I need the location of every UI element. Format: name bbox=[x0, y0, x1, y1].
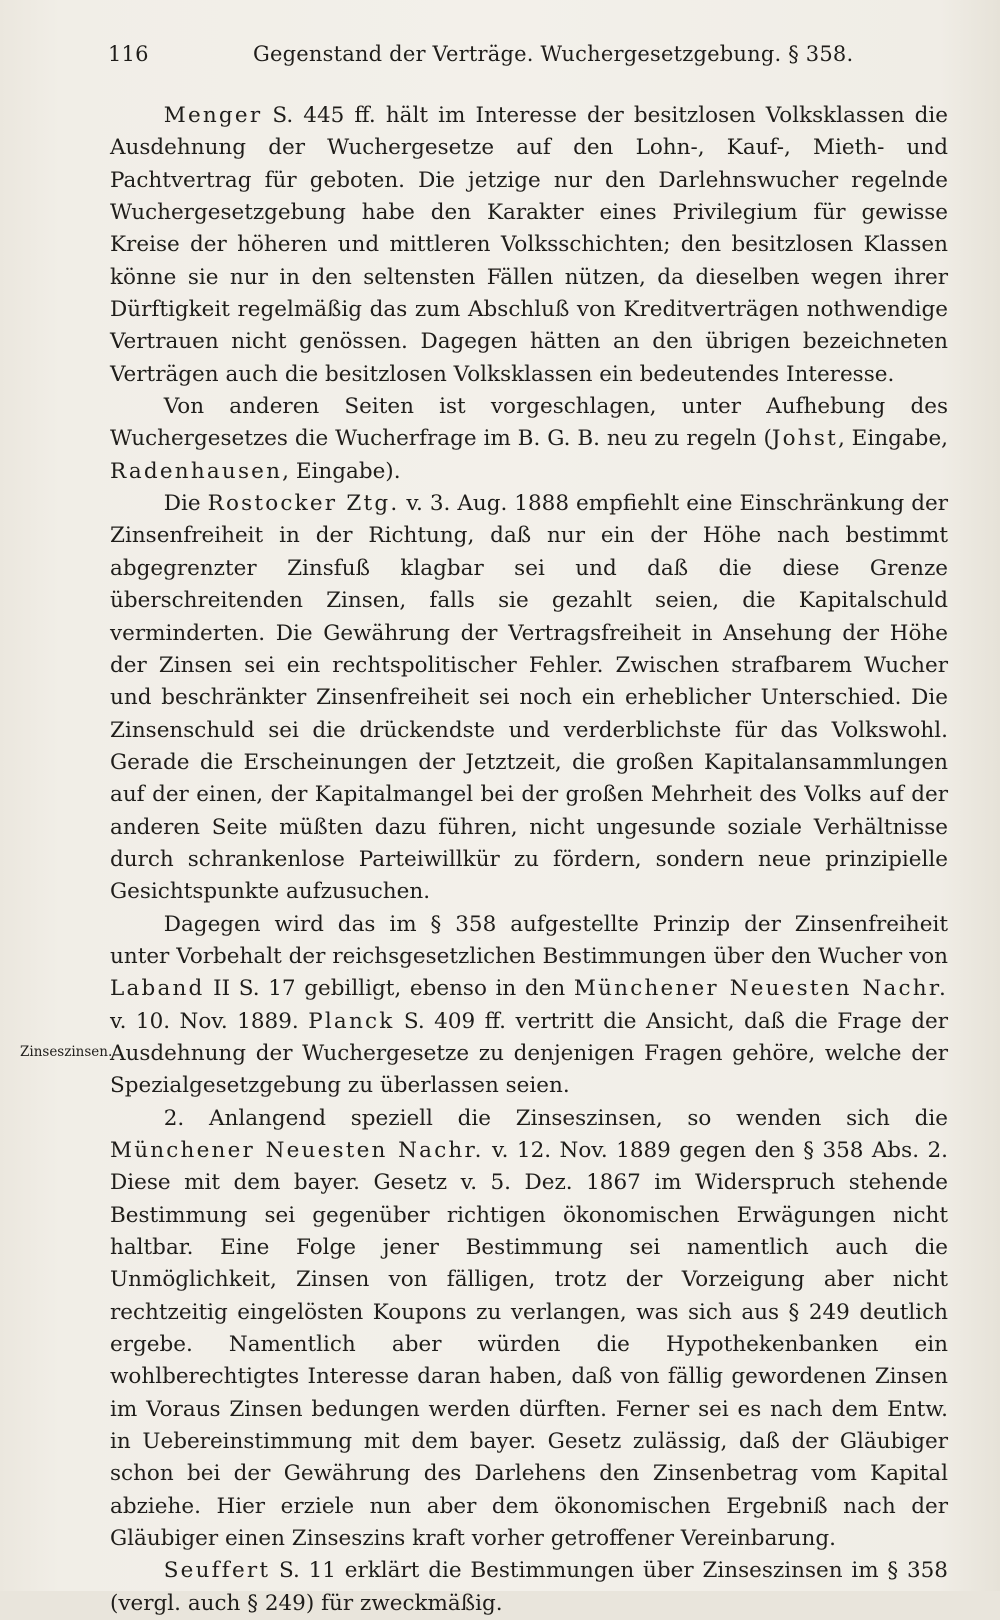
paragraph bbox=[110, 488, 948, 908]
text-run: , Eingabe, bbox=[837, 426, 948, 452]
paragraph bbox=[110, 1555, 948, 1620]
text-run: S. 409 ff. vertritt die Ansicht, daß die Frage der Ausdehnung der Wuchergesetze zu denjenigen Fragen gehöre, welche der Spezialgesetzgebung zu überlassen seien. bbox=[110, 1008, 948, 1099]
text-run: v. 10. Nov. 1889. bbox=[110, 1008, 309, 1034]
paragraph bbox=[110, 391, 948, 488]
spaced-name: Johst bbox=[771, 426, 838, 452]
text-run: Dagegen wird das im § 358 aufgestellte Prinzip der Zinsenfreiheit unter Vorbehalt der reichsgesetzlichen Bestimmungen über den Wucher von bbox=[110, 911, 948, 969]
text-run: S. 11 erklärt die Bestimmungen über Zinseszinsen im § 358 (vergl. auch § 249) für zweckmäßig. bbox=[110, 1558, 948, 1616]
spaced-name: Rostocker Ztg. bbox=[207, 491, 400, 517]
running-head bbox=[108, 42, 958, 78]
text-run: Von anderen Seiten ist vorgeschlagen, unter Aufhebung des Wuchergesetzes die Wucherfrage im B. G. B. neu zu regeln ( bbox=[110, 394, 948, 452]
spaced-name: Planck bbox=[308, 1008, 395, 1034]
text-run: v. 12. Nov. 1889 gegen den § 358 Abs. 2. Diese mit dem bayer. Gesetz v. 5. Dez. 1867 im Widerspruch stehende Bestimmung sei gegenüber richtigen ökonomischen Erwägungen nicht haltbar. Eine Folge jener Bestimmung sei namentlich auch die Unmöglichkeit, Zinsen von fälligen, trotz der Vorzeigung aber nicht rechtzeitig eingelösten Koupons zu verlangen, was sich aus § 249 deutlich ergebe. Namentlich aber würden die Hypothekenbanken ein wohlberechtigtes Interesse daran haben, daß von fällig gewordenen Zinsen im Voraus Zinsen bedungen werden dürften. Ferner sei es nach dem Entw. in Uebereinstimmung mit dem bayer. Gesetz zulässig, daß der Gläubiger schon bei der Gewährung des Darlehens den Zinsenbetrag vom Kapital abziehe. Hier erziele nun aber dem ökonomischen Ergebniß nach der Gläubiger einen Zinseszins kraft vorher getroffener Vereinbarung. bbox=[110, 1138, 948, 1552]
running-title: Gegenstand der Verträge. Wuchergesetzgebung. § 358. bbox=[253, 42, 854, 66]
text-run: 2. Anlangend speziell die Zinseszinsen, so wenden sich die bbox=[163, 1105, 948, 1131]
text-run: Die bbox=[163, 491, 208, 517]
spaced-name: Radenhausen bbox=[110, 458, 283, 484]
page-number: 116 bbox=[108, 42, 149, 66]
text-run: , Eingabe). bbox=[282, 458, 401, 484]
spaced-name: Laband bbox=[110, 976, 205, 1002]
text-run: II S. 17 gebilligt, ebenso in den bbox=[204, 976, 574, 1002]
text-run: S. 445 ff. hält im Interesse der besitzlosen Volksklassen die Ausdehnung der Wuchergesetze auf den Lohn-, Kauf-, Mieth- und Pachtvertrag für geboten. Die jetzige nur den Darlehnswucher regelnde Wuchergesetzgebung habe den Karakter eines Privilegium für gewisse Kreise der höheren und mittleren Volksschichten; den besitzlosen Klassen könne sie nur in den seltensten Fällen nützen, da dieselben wegen ihrer Dürftigkeit regelmäßig das zum Abschluß von Kreditverträgen nothwendige Vertrauen nicht genössen. Dagegen hätten an den übrigen bezeichneten Verträgen auch die besitzlosen Volksklassen ein bedeutendes Interesse. bbox=[110, 103, 948, 387]
margin-note: Zinseszinsen. bbox=[20, 1044, 113, 1060]
paragraph bbox=[110, 100, 948, 391]
spaced-name: Münchener Neuesten Nachr. bbox=[110, 1138, 484, 1163]
body-text bbox=[110, 100, 948, 1620]
spaced-name: Münchener Neuesten Nachr. bbox=[573, 976, 948, 1002]
text-run: v. 3. Aug. 1888 empfiehlt eine Einschränkung der Zinsenfreiheit in der Richtung, daß nur ein der Höhe nach bestimmt abgegrenzter Zinsfuß klagbar sei und daß die diese Grenze überschreitenden Zinsen, falls sie gezahlt seien, die Kapitalschuld verminderten. Die Gewährung der Vertragsfreiheit in Ansehung der Höhe der Zinsen sei ein rechtspolitischer Fehler. Zwischen strafbarem Wucher und beschränkter Zinsenfreiheit sei noch ein erheblicher Unterschied. Die Zinsenschuld sei die drückendste und verderblichste für das Volkswohl. Gerade die Erscheinungen der Jetztzeit, die großen Kapitalansammlungen auf der einen, der Kapitalmangel bei der großen Mehrheit des Volks auf der anderen Seite müßten dazu führen, nicht ungesunde soziale Verhältnisse durch schrankenlose Parteiwillkür zu fördern, sondern neue prinzipielle Gesichtspunkte aufzusuchen. bbox=[110, 491, 948, 905]
paragraph bbox=[110, 909, 948, 1103]
paragraph bbox=[110, 1103, 948, 1556]
spaced-name: Seuffert bbox=[163, 1558, 271, 1584]
spaced-name: Menger bbox=[163, 103, 263, 128]
